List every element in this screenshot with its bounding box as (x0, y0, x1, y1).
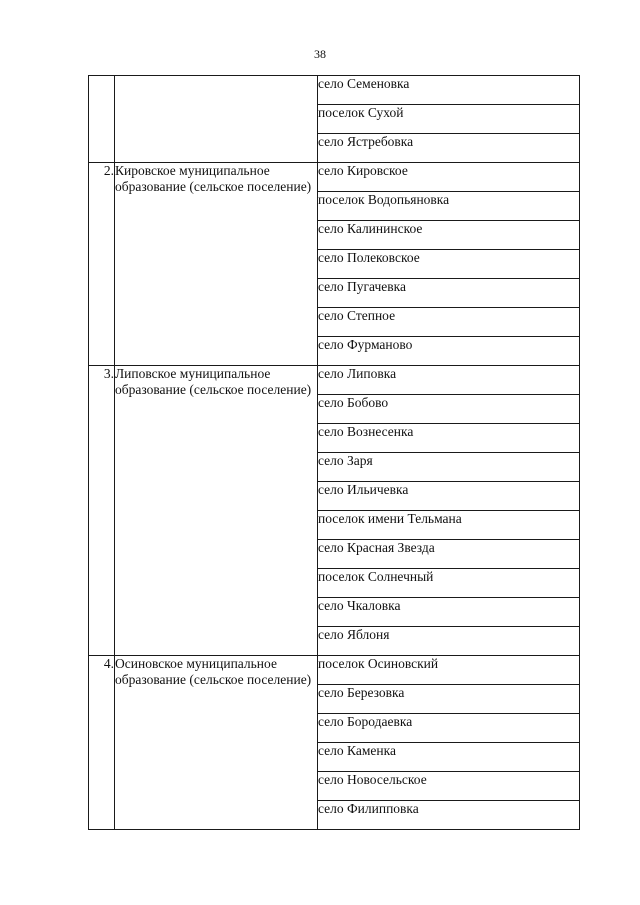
settlements-table (88, 75, 580, 830)
municipality-number: 2. (89, 163, 115, 366)
table-row (89, 76, 580, 105)
municipality-number: 4. (89, 656, 115, 830)
locality-name: село Красная Звезда (318, 540, 580, 569)
locality-name: село Семеновка (318, 76, 580, 105)
municipality-name: Осиновское муниципальное образование (сельское поселение) (115, 656, 318, 830)
locality-name: село Филипповка (318, 801, 580, 830)
locality-name: село Ильичевка (318, 482, 580, 511)
locality-name: село Вознесенка (318, 424, 580, 453)
locality-name: село Фурманово (318, 337, 580, 366)
locality-name: село Чкаловка (318, 598, 580, 627)
locality-name: поселок имени Тельмана (318, 511, 580, 540)
municipality-name (115, 76, 318, 163)
municipality-number (89, 76, 115, 163)
locality-name: село Новосельское (318, 772, 580, 801)
locality-name: село Яблоня (318, 627, 580, 656)
municipality-number: 3. (89, 366, 115, 656)
locality-name: поселок Сухой (318, 105, 580, 134)
locality-name: село Степное (318, 308, 580, 337)
table-row (89, 163, 580, 192)
locality-name: село Полековское (318, 250, 580, 279)
locality-name: поселок Осиновский (318, 656, 580, 685)
locality-name: поселок Водопьяновка (318, 192, 580, 221)
locality-name: село Бобово (318, 395, 580, 424)
locality-name: село Калининское (318, 221, 580, 250)
municipality-name: Кировское муниципальное образование (сельское поселение) (115, 163, 318, 366)
locality-name: село Каменка (318, 743, 580, 772)
page-number: 38 (314, 47, 326, 61)
table-row (89, 656, 580, 685)
locality-name: село Липовка (318, 366, 580, 395)
table-row (89, 366, 580, 395)
locality-name: село Кировское (318, 163, 580, 192)
locality-name: село Бородаевка (318, 714, 580, 743)
locality-name: село Пугачевка (318, 279, 580, 308)
locality-name: село Ястребовка (318, 134, 580, 163)
settlements-table-body (89, 76, 580, 830)
municipality-name: Липовское муниципальное образование (сельское поселение) (115, 366, 318, 656)
locality-name: село Заря (318, 453, 580, 482)
locality-name: село Березовка (318, 685, 580, 714)
locality-name: поселок Солнечный (318, 569, 580, 598)
